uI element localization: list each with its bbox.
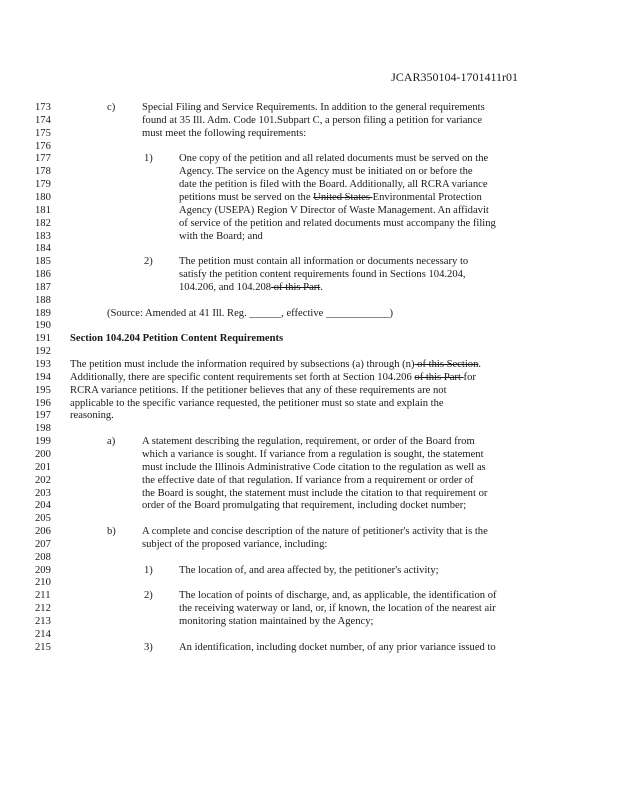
paragraph-text bbox=[70, 358, 481, 371]
document-line bbox=[0, 538, 618, 551]
document-line bbox=[0, 397, 618, 410]
line-text bbox=[142, 114, 482, 127]
document-line bbox=[0, 307, 618, 320]
text-run: Agency. The service on the Agency must be initiated on or before the bbox=[179, 166, 473, 178]
line-number: 209 bbox=[35, 564, 51, 576]
line-text bbox=[142, 461, 486, 474]
line-number: 173 bbox=[35, 102, 51, 113]
item-marker: 1) bbox=[144, 564, 153, 576]
text-run: satisfy the petition content requirements found in Sections 104.204, bbox=[179, 269, 466, 281]
item-marker: 3) bbox=[144, 641, 153, 653]
document-line bbox=[0, 564, 618, 577]
document-id: JCAR350104-1701411r01 bbox=[391, 70, 518, 84]
document-line bbox=[0, 371, 618, 384]
line-number: 185 bbox=[35, 256, 51, 268]
text-run: subject of the proposed variance, including: bbox=[142, 538, 328, 550]
document-line bbox=[0, 525, 618, 538]
text-run: An identification, including docket number, of any prior variance issued to bbox=[179, 641, 496, 653]
line-number: 181 bbox=[35, 204, 51, 216]
text-run: petitions must be served on the bbox=[179, 191, 314, 203]
line-text bbox=[179, 641, 496, 654]
line-text bbox=[179, 255, 468, 268]
line-number: 208 bbox=[35, 551, 51, 563]
line-number: 182 bbox=[35, 217, 51, 229]
line-number: 204 bbox=[35, 500, 51, 512]
line-number: 188 bbox=[35, 294, 51, 306]
document-line bbox=[0, 641, 618, 654]
document-line bbox=[0, 474, 618, 487]
text-run: a) bbox=[107, 436, 116, 448]
line-number: 197 bbox=[35, 410, 51, 422]
document-line bbox=[0, 332, 618, 345]
line-number: 178 bbox=[35, 166, 51, 178]
section-heading: Section 104.204 Petition Content Requirements bbox=[70, 333, 284, 345]
item-marker: 1) bbox=[144, 153, 153, 165]
text-run: The location of, and area affected by, the petitioner's activity; bbox=[179, 564, 439, 576]
text-run: must meet the following requirements: bbox=[142, 127, 307, 139]
document-line bbox=[0, 615, 618, 628]
document-line bbox=[0, 152, 618, 165]
document-line bbox=[0, 384, 618, 397]
line-text bbox=[142, 448, 484, 461]
text-run: The location of points of discharge, and, as applicable, the identification of bbox=[179, 590, 497, 602]
text-run: The petition must include the information required by subsections (a) through (n) bbox=[70, 359, 415, 370]
line-text bbox=[179, 281, 323, 294]
text-run: the receiving waterway or land, or, if known, the location of the nearest air bbox=[179, 603, 496, 615]
document-line bbox=[0, 487, 618, 500]
subsection-marker bbox=[107, 101, 115, 114]
line-text bbox=[179, 217, 496, 230]
document-line bbox=[0, 268, 618, 281]
text-run: A complete and concise description of the nature of petitioner's activity that is the bbox=[142, 526, 488, 538]
line-number: 199 bbox=[35, 436, 51, 448]
line-number: 212 bbox=[35, 603, 51, 615]
text-run: which a variance is sought. If variance from a regulation is sought, the statement bbox=[142, 448, 484, 460]
document-line bbox=[0, 551, 618, 564]
subsection-marker bbox=[107, 435, 115, 448]
line-number: 191 bbox=[35, 333, 51, 345]
text-run: order of the Board promulgating that requirement, including docket number; bbox=[142, 500, 467, 512]
line-number: 183 bbox=[35, 230, 51, 242]
text-run: date the petition is filed with the Board. Additionally, all RCRA variance bbox=[179, 179, 488, 191]
text-run: must include the Illinois Administrative Code citation to the regulation as well as bbox=[142, 461, 486, 473]
line-text bbox=[179, 230, 263, 243]
text-run: Environmental Protection bbox=[372, 191, 482, 203]
line-number: 206 bbox=[35, 526, 51, 538]
text-run: One copy of the petition and all related documents must be served on the bbox=[179, 153, 489, 165]
line-text bbox=[179, 602, 496, 615]
line-number: 198 bbox=[35, 423, 51, 435]
line-text bbox=[142, 487, 487, 500]
line-number: 203 bbox=[35, 487, 51, 499]
document-line bbox=[0, 589, 618, 602]
document-line bbox=[0, 461, 618, 474]
line-text bbox=[179, 191, 482, 204]
document-line bbox=[0, 576, 618, 589]
document-line bbox=[0, 114, 618, 127]
line-number: 189 bbox=[35, 307, 51, 319]
struck-text: of this Part bbox=[271, 281, 321, 293]
text-run: Additionally, there are specific content requirements set forth at Section 104.206 bbox=[70, 371, 415, 383]
document-line bbox=[0, 345, 618, 358]
document-line bbox=[0, 435, 618, 448]
line-text bbox=[142, 525, 488, 538]
text-run: reasoning. bbox=[70, 410, 114, 422]
text-run: The petition must contain all information or documents necessary to bbox=[179, 256, 469, 268]
line-number: 215 bbox=[35, 641, 51, 653]
line-number: 179 bbox=[35, 179, 51, 191]
text-run: . bbox=[320, 281, 323, 293]
document-line bbox=[0, 217, 618, 230]
document-line bbox=[0, 448, 618, 461]
document-line bbox=[0, 101, 618, 114]
document-line bbox=[0, 140, 618, 153]
text-run: of service of the petition and related documents must accompany the filing bbox=[179, 217, 496, 229]
paragraph-text bbox=[70, 397, 444, 410]
subsection-marker bbox=[107, 525, 116, 538]
document-line bbox=[0, 409, 618, 422]
document-line bbox=[0, 255, 618, 268]
line-text bbox=[179, 152, 488, 165]
document-line bbox=[0, 358, 618, 371]
text-run: RCRA variance petitions. If the petitioner believes that any of these requirements are not bbox=[70, 384, 447, 396]
line-text bbox=[179, 268, 466, 281]
line-number: 201 bbox=[35, 461, 51, 473]
line-number: 205 bbox=[35, 513, 51, 525]
document-line bbox=[0, 512, 618, 525]
line-number: 207 bbox=[35, 538, 51, 550]
line-number: 190 bbox=[35, 320, 51, 332]
item-marker: 2) bbox=[144, 256, 153, 268]
text-run: Agency (USEPA) Region V Director of Waste Management. An affidavit bbox=[179, 204, 489, 216]
line-number: 200 bbox=[35, 448, 51, 460]
line-text bbox=[142, 474, 474, 487]
line-text bbox=[142, 499, 466, 512]
document-line bbox=[0, 422, 618, 435]
line-text bbox=[179, 589, 497, 602]
text-run: . bbox=[478, 359, 482, 370]
document-line bbox=[0, 602, 618, 615]
document-line bbox=[0, 281, 618, 294]
struck-text: of this Part bbox=[414, 371, 464, 383]
paragraph-text bbox=[70, 409, 114, 422]
line-number: 186 bbox=[35, 269, 51, 281]
paragraph-text bbox=[70, 384, 447, 397]
line-number: 187 bbox=[35, 281, 51, 293]
line-number: 195 bbox=[35, 384, 51, 396]
struck-text: of this Section bbox=[414, 359, 479, 370]
document-line bbox=[0, 242, 618, 255]
line-text bbox=[179, 178, 488, 191]
text-run: Special Filing and Service Requirements. In addition to the general requirements bbox=[142, 102, 485, 113]
line-number: 184 bbox=[35, 243, 51, 255]
document-line bbox=[0, 178, 618, 191]
text-run: A statement describing the regulation, requirement, or order of the Board from bbox=[142, 436, 475, 448]
line-number: 192 bbox=[35, 346, 51, 358]
text-run: found at 35 Ill. Adm. Code 101.Subpart C, a person filing a petition for variance bbox=[142, 114, 483, 126]
item-marker: 2) bbox=[144, 590, 153, 602]
line-text bbox=[142, 538, 327, 551]
line-number: 210 bbox=[35, 577, 51, 589]
line-number: 180 bbox=[35, 191, 51, 203]
line-text bbox=[179, 204, 489, 217]
line-number: 177 bbox=[35, 153, 51, 165]
text-run: with the Board; and bbox=[179, 230, 263, 242]
line-number: 213 bbox=[35, 616, 51, 627]
line-number: 211 bbox=[35, 590, 51, 602]
document-line bbox=[0, 165, 618, 178]
line-number: 194 bbox=[35, 371, 51, 383]
line-number: 174 bbox=[35, 114, 51, 126]
struck-text: United States bbox=[313, 191, 373, 203]
line-text bbox=[142, 101, 485, 114]
document-line bbox=[0, 294, 618, 307]
line-number: 202 bbox=[35, 474, 51, 486]
line-text bbox=[142, 435, 475, 448]
document-line bbox=[0, 204, 618, 217]
line-number: 196 bbox=[35, 397, 51, 409]
line-number: 214 bbox=[35, 628, 51, 640]
line-number: 175 bbox=[35, 127, 51, 139]
line-text bbox=[179, 564, 439, 577]
document-line bbox=[0, 191, 618, 204]
text-run: the effective date of that regulation. If variance from a requirement or order of bbox=[142, 474, 474, 486]
line-number: 176 bbox=[35, 140, 51, 152]
line-text bbox=[179, 615, 373, 628]
text-run: applicable to the specific variance requested, the petitioner must so state and explain the bbox=[70, 397, 444, 409]
document-line bbox=[0, 319, 618, 332]
text-run: b) bbox=[107, 526, 116, 538]
text-run: monitoring station maintained by the Agency; bbox=[179, 616, 374, 627]
text-run: for bbox=[463, 371, 476, 383]
document-line bbox=[0, 230, 618, 243]
line-text bbox=[179, 165, 473, 178]
text-run: c) bbox=[107, 102, 116, 113]
document-line bbox=[0, 127, 618, 140]
line-text bbox=[142, 127, 306, 140]
line-number: 193 bbox=[35, 359, 51, 370]
source-note: (Source: Amended at 41 Ill. Reg. ______, effective ____________) bbox=[107, 307, 394, 319]
paragraph-text bbox=[70, 371, 476, 384]
document-line bbox=[0, 628, 618, 641]
text-run: 104.206, and 104.208 bbox=[179, 281, 272, 293]
document-line bbox=[0, 499, 618, 512]
text-run: the Board is sought, the statement must include the citation to that requirement or bbox=[142, 487, 488, 499]
